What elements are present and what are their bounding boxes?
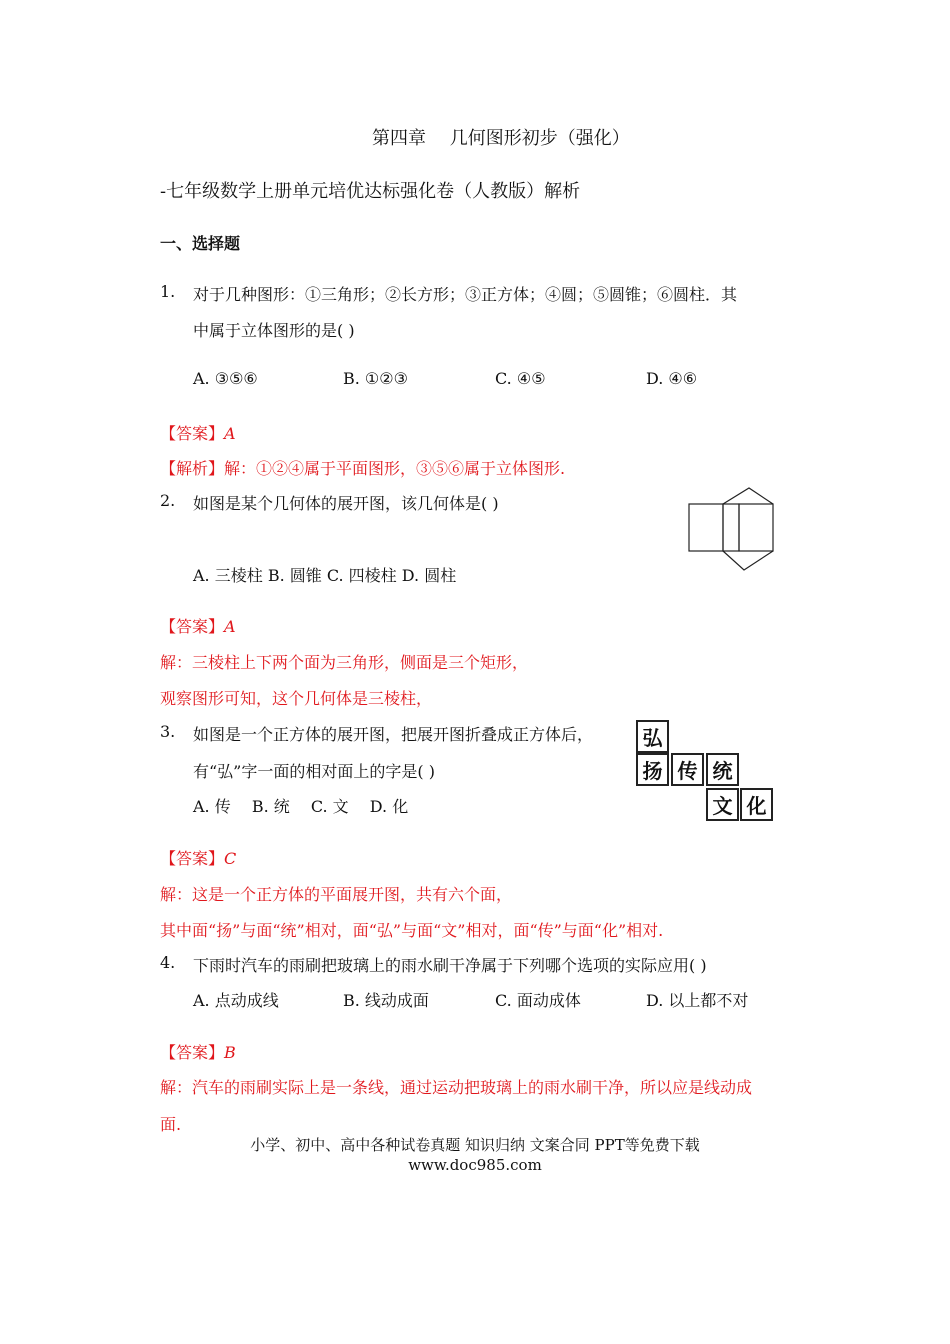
q2-solution-line2: 观察图形可知，这个几何体是三棱柱， bbox=[160, 689, 433, 708]
cube-face-wen: 文 bbox=[706, 788, 739, 821]
analysis-label: 【解析】 bbox=[160, 459, 225, 478]
q4-option-b: B. 线动成面 bbox=[343, 991, 429, 1010]
answer-label: 【答案】 bbox=[160, 424, 225, 443]
answer-label: 【答案】 bbox=[160, 1043, 225, 1062]
answer-value: C bbox=[224, 849, 237, 868]
q3-options: A. 传 B. 统 C. 文 D. 化 bbox=[193, 797, 409, 816]
q4-option-d: D. 以上都不对 bbox=[646, 991, 749, 1010]
q4-option-c: C. 面动成体 bbox=[495, 991, 581, 1010]
answer-value: B bbox=[224, 1043, 236, 1062]
q1-number: 1. bbox=[160, 282, 176, 301]
q4-solution-line1: 解：汽车的雨刷实际上是一条线，通过运动把玻璃上的雨水刷干净，所以应是线动成 bbox=[160, 1078, 753, 1097]
analysis-text: 解：①②④属于平面图形，③⑤⑥属于立体图形. bbox=[224, 459, 566, 478]
q3-solution-line2: 其中面“扬”与面“统”相对，面“弘”与面“文”相对，面“传”与面“化”相对. bbox=[160, 921, 664, 940]
net-rect-left bbox=[689, 504, 723, 551]
footer-website: www.doc985.com bbox=[408, 1156, 542, 1174]
q2-answer bbox=[160, 614, 236, 637]
q1-option-d: D. ④⑥ bbox=[646, 369, 698, 388]
q1-answer bbox=[160, 421, 236, 444]
cube-face-hua: 化 bbox=[740, 788, 773, 821]
q2-number: 2. bbox=[160, 491, 176, 510]
cube-face-tong: 统 bbox=[706, 753, 739, 786]
net-rect-right bbox=[739, 504, 773, 551]
cube-face-yang: 扬 bbox=[636, 753, 669, 786]
footer-promo-text: 小学、初中、高中各种试卷真题 知识归纳 文案合同 PPT等免费下载 bbox=[250, 1136, 700, 1154]
q2-text-line1: 如图是某个几何体的展开图，该几何体是( ) bbox=[193, 494, 499, 513]
net-triangle-top bbox=[723, 488, 773, 504]
cube-face-hong: 弘 bbox=[636, 720, 669, 753]
prism-net-figure bbox=[686, 484, 778, 574]
page-title: 第四章 几何图形初步（强化） bbox=[372, 128, 630, 149]
q3-solution-line1: 解：这是一个正方体的平面展开图，共有六个面， bbox=[160, 885, 513, 904]
q3-text-line1: 如图是一个正方体的展开图，把展开图折叠成正方体后， bbox=[193, 725, 594, 744]
answer-value: A bbox=[224, 424, 236, 443]
q4-option-a: A. 点动成线 bbox=[193, 991, 279, 1010]
q1-text-line2: 中属于立体图形的是( ) bbox=[193, 321, 355, 340]
q2-options: A. 三棱柱 B. 圆锥 C. 四棱柱 D. 圆柱 bbox=[193, 566, 457, 585]
answer-label: 【答案】 bbox=[160, 849, 225, 868]
cube-net-figure bbox=[636, 720, 776, 824]
q4-solution-line2: 面. bbox=[160, 1115, 182, 1134]
q4-text-line1: 下雨时汽车的雨刷把玻璃上的雨水刷干净属于下列哪个选项的实际应用( ) bbox=[193, 956, 707, 975]
q1-text-line1: 对于几种图形：①三角形；②长方形；③正方体；④圆；⑤圆锥；⑥圆柱．其 bbox=[193, 285, 738, 304]
cube-face-chuan: 传 bbox=[671, 753, 704, 786]
answer-label: 【答案】 bbox=[160, 617, 225, 636]
section-heading: 一、选择题 bbox=[160, 234, 241, 253]
q1-analysis bbox=[160, 456, 565, 479]
net-rect-middle bbox=[723, 504, 739, 551]
q1-option-b: B. ①②③ bbox=[343, 369, 408, 388]
q4-number: 4. bbox=[160, 953, 176, 972]
q3-text-line2: 有“弘”字一面的相对面上的字是( ) bbox=[193, 762, 435, 781]
q2-solution-line1: 解：三棱柱上下两个面为三角形，侧面是三个矩形， bbox=[160, 653, 529, 672]
q3-number: 3. bbox=[160, 722, 176, 741]
q4-answer bbox=[160, 1040, 236, 1063]
net-triangle-bottom bbox=[723, 551, 773, 570]
q1-option-a: A. ③⑤⑥ bbox=[193, 369, 258, 388]
page-subtitle: -七年级数学上册单元培优达标强化卷（人教版）解析 bbox=[160, 181, 581, 202]
answer-value: A bbox=[224, 617, 236, 636]
q3-answer bbox=[160, 846, 236, 869]
q1-option-c: C. ④⑤ bbox=[495, 369, 546, 388]
